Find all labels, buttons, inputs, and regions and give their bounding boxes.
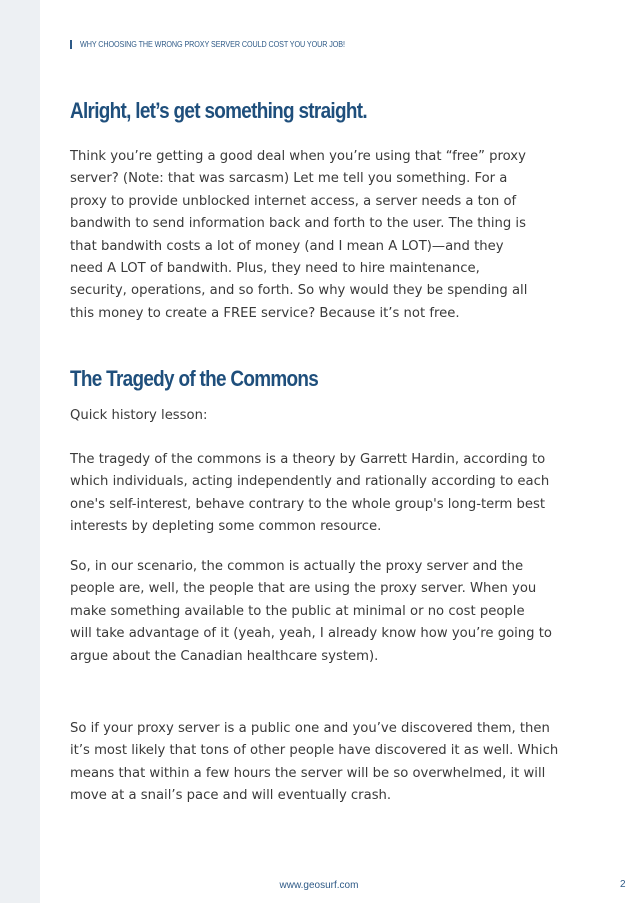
paragraph-line: interests by depleting some common resource. [70, 519, 382, 535]
paragraph-line: So, in our scenario, the common is actually the proxy server and the [70, 559, 524, 574]
paragraph-line: one's self-interest, behave contrary to the whole group's long-term best [70, 496, 546, 512]
paragraph-line: The tragedy of the commons is a theory by Garrett Hardin, according to [70, 452, 546, 467]
paragraph-line: bandwith to send information back and forth to the user. The thing is [70, 216, 526, 232]
paragraph-line: will take advantage of it (yeah, yeah, I already know how you’re going to [70, 626, 552, 642]
paragraph-line: Quick history lesson: [70, 408, 208, 423]
paragraph-line: need A LOT of bandwith. Plus, they need to hire maintenance, [70, 261, 480, 277]
paragraph-line: that bandwith costs a lot of money (and I mean A LOT)—and they [70, 238, 504, 254]
paragraph-line: proxy to provide unblocked internet access, a server needs a ton of [70, 193, 517, 209]
paragraph-line: make something available to the public at minimal or no cost people [70, 603, 525, 619]
header-marker [70, 40, 72, 49]
page-sidebar-band [0, 0, 40, 903]
public-proxy-paragraph [70, 718, 570, 808]
paragraph-line: argue about the Canadian healthcare system). [70, 648, 379, 664]
paragraph-line: means that within a few hours the server will be so overwhelmed, it will [70, 765, 546, 781]
section1-paragraph [70, 146, 570, 325]
paragraph-line: So if your proxy server is a public one and you’ve discovered them, then [70, 721, 550, 736]
paragraph-line: server? (Note: that was sarcasm) Let me tell you something. For a [70, 171, 508, 187]
history-intro [70, 405, 570, 427]
paragraph-line: Think you’re getting a good deal when you’re using that “free” proxy [70, 149, 526, 164]
scenario-paragraph [70, 556, 570, 668]
paragraph-line: people are, well, the people that are using the proxy server. When you [70, 581, 537, 597]
paragraph-line: it’s most likely that tons of other people have discovered it as well. Which [70, 743, 559, 759]
page-number: 2 [620, 879, 626, 890]
section-heading-straight: Alright, let’s get something straight. [70, 98, 367, 123]
section-heading-tragedy: The Tragedy of the Commons [70, 366, 319, 391]
commons-definition-paragraph [70, 449, 570, 539]
paragraph-line: this money to create a FREE service? Because it’s not free. [70, 305, 460, 321]
paragraph-line: which individuals, acting independently and rationally according to each [70, 474, 550, 490]
running-header [70, 40, 374, 49]
running-header-title: WHY CHOOSING THE WRONG PROXY SERVER COULD COST YOU YOUR JOB! [80, 40, 345, 49]
paragraph-line: move at a snail’s pace and will eventually crash. [70, 788, 392, 804]
paragraph-line: security, operations, and so forth. So why would they be spending all [70, 283, 528, 299]
footer-website-link[interactable]: www.geosurf.com [279, 880, 359, 891]
